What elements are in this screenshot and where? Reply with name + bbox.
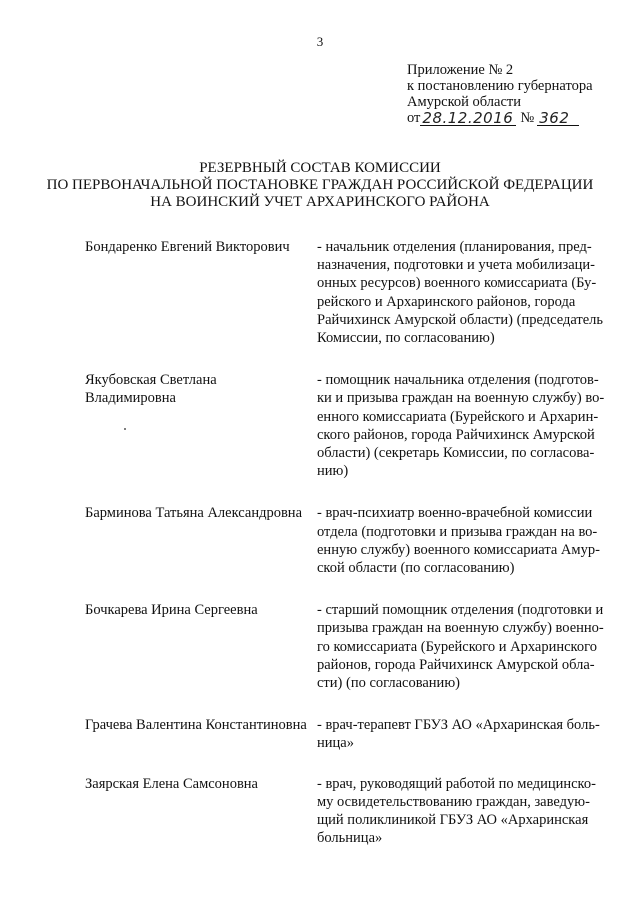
role-line: ской области (по согласованию) xyxy=(317,560,515,577)
name-line: Бочкарева Ирина Сергеевна xyxy=(85,602,258,619)
role-line: - начальник отделения (планирования, пред- xyxy=(317,239,592,255)
role-line: нию) xyxy=(317,463,349,480)
member-entry xyxy=(85,504,605,577)
name-line: Заярская Елена Самсоновна xyxy=(85,775,258,792)
date-prefix: от xyxy=(407,110,421,126)
role-line: - врач-психиатр военно-врачебной комиссии xyxy=(317,505,593,522)
role-line: онных ресурсов) военного комиссариата (Бу- xyxy=(317,275,597,292)
number-prefix: № xyxy=(520,110,535,126)
role-line: сти) (по согласованию) xyxy=(317,675,460,692)
name-line: Грачева Валентина Константиновна xyxy=(85,717,307,734)
member-role xyxy=(317,371,605,480)
name-line: Владимировна xyxy=(85,390,176,407)
member-role xyxy=(317,716,605,752)
role-line: щий поликлиникой ГБУЗ АО «Архаринская xyxy=(317,812,589,829)
role-line: ница» xyxy=(317,735,354,752)
appendix-line: Приложение № 2 xyxy=(407,62,514,78)
name-line: Барминова Татьяна Александровна xyxy=(85,505,303,522)
title-line: РЕЗЕРВНЫЙ СОСТАВ КОМИССИИ xyxy=(199,160,441,176)
title-line: НА ВОИНСКИЙ УЧЕТ АРХАРИНСКОГО РАЙОНА xyxy=(150,194,490,210)
member-entry xyxy=(85,775,605,848)
role-line: - старший помощник отделения (подготовки и xyxy=(317,602,604,619)
name-line: Бондаренко Евгений Викторович xyxy=(85,239,290,255)
role-line: енного комиссариата (Бурейского и Архарин- xyxy=(317,408,599,425)
role-line: енную службу) военного комиссариата Амур- xyxy=(317,541,600,558)
member-name xyxy=(85,716,317,752)
role-line: больница» xyxy=(317,830,383,847)
member-name xyxy=(85,238,317,347)
handwritten-date: 28.12.2016 xyxy=(420,111,516,126)
member-role xyxy=(317,238,605,347)
title-line: ПО ПЕРВОНАЧАЛЬНОЙ ПОСТАНОВКЕ ГРАЖДАН РОССИЙСКОЙ ФЕДЕРАЦИИ xyxy=(46,177,594,193)
member-name xyxy=(85,775,317,848)
member-entry xyxy=(85,601,605,692)
member-entry xyxy=(85,238,605,347)
role-line: го комиссариата (Бурейского и Архаринского xyxy=(317,638,597,655)
document-title xyxy=(0,160,640,211)
member-name xyxy=(85,504,317,577)
member-role xyxy=(317,601,605,692)
member-entry xyxy=(85,371,605,480)
role-line: Райчихинск Амурской области) (председатель xyxy=(317,311,604,328)
role-line: рейского и Архаринского районов, города xyxy=(317,293,576,310)
role-line: Комиссии, по согласованию) xyxy=(317,330,495,347)
member-role xyxy=(317,775,605,848)
page-number: 3 xyxy=(316,34,324,49)
member-entry xyxy=(85,716,605,752)
role-line: районов, города Райчихинск Амурской обла- xyxy=(317,656,595,673)
handwritten-number: 362 xyxy=(537,111,579,126)
appendix-line: к постановлению губернатора xyxy=(407,78,593,94)
member-name xyxy=(85,371,317,480)
role-line: области) (секретарь Комиссии, по согласова- xyxy=(317,445,595,462)
role-line: - помощник начальника отделения (подготов- xyxy=(317,372,599,389)
role-line: призыва граждан на военную службу) военно- xyxy=(317,620,604,637)
appendix-header xyxy=(407,62,593,126)
member-name xyxy=(85,601,317,692)
role-line: назначения, подготовки и учета мобилизаци- xyxy=(317,257,595,274)
member-list xyxy=(85,238,605,847)
name-line: Якубовская Светлана xyxy=(85,372,217,389)
role-line: му освидетельствованию граждан, заведую- xyxy=(317,793,590,810)
role-line: ского районов, города Райчихинск Амурской xyxy=(317,426,595,443)
role-line: отдела (подготовки и призыва граждан на во- xyxy=(317,523,598,540)
scan-speck xyxy=(124,428,126,430)
member-role xyxy=(317,504,605,577)
role-line: - врач, руководящий работой по медицинско- xyxy=(317,775,596,792)
role-line: ки и призыва граждан на военную службу) во- xyxy=(317,390,605,407)
resolution-date-number xyxy=(407,110,593,126)
appendix-line: Амурской области xyxy=(407,94,521,110)
role-line: - врач-терапевт ГБУЗ АО «Архаринская боль- xyxy=(317,717,600,734)
